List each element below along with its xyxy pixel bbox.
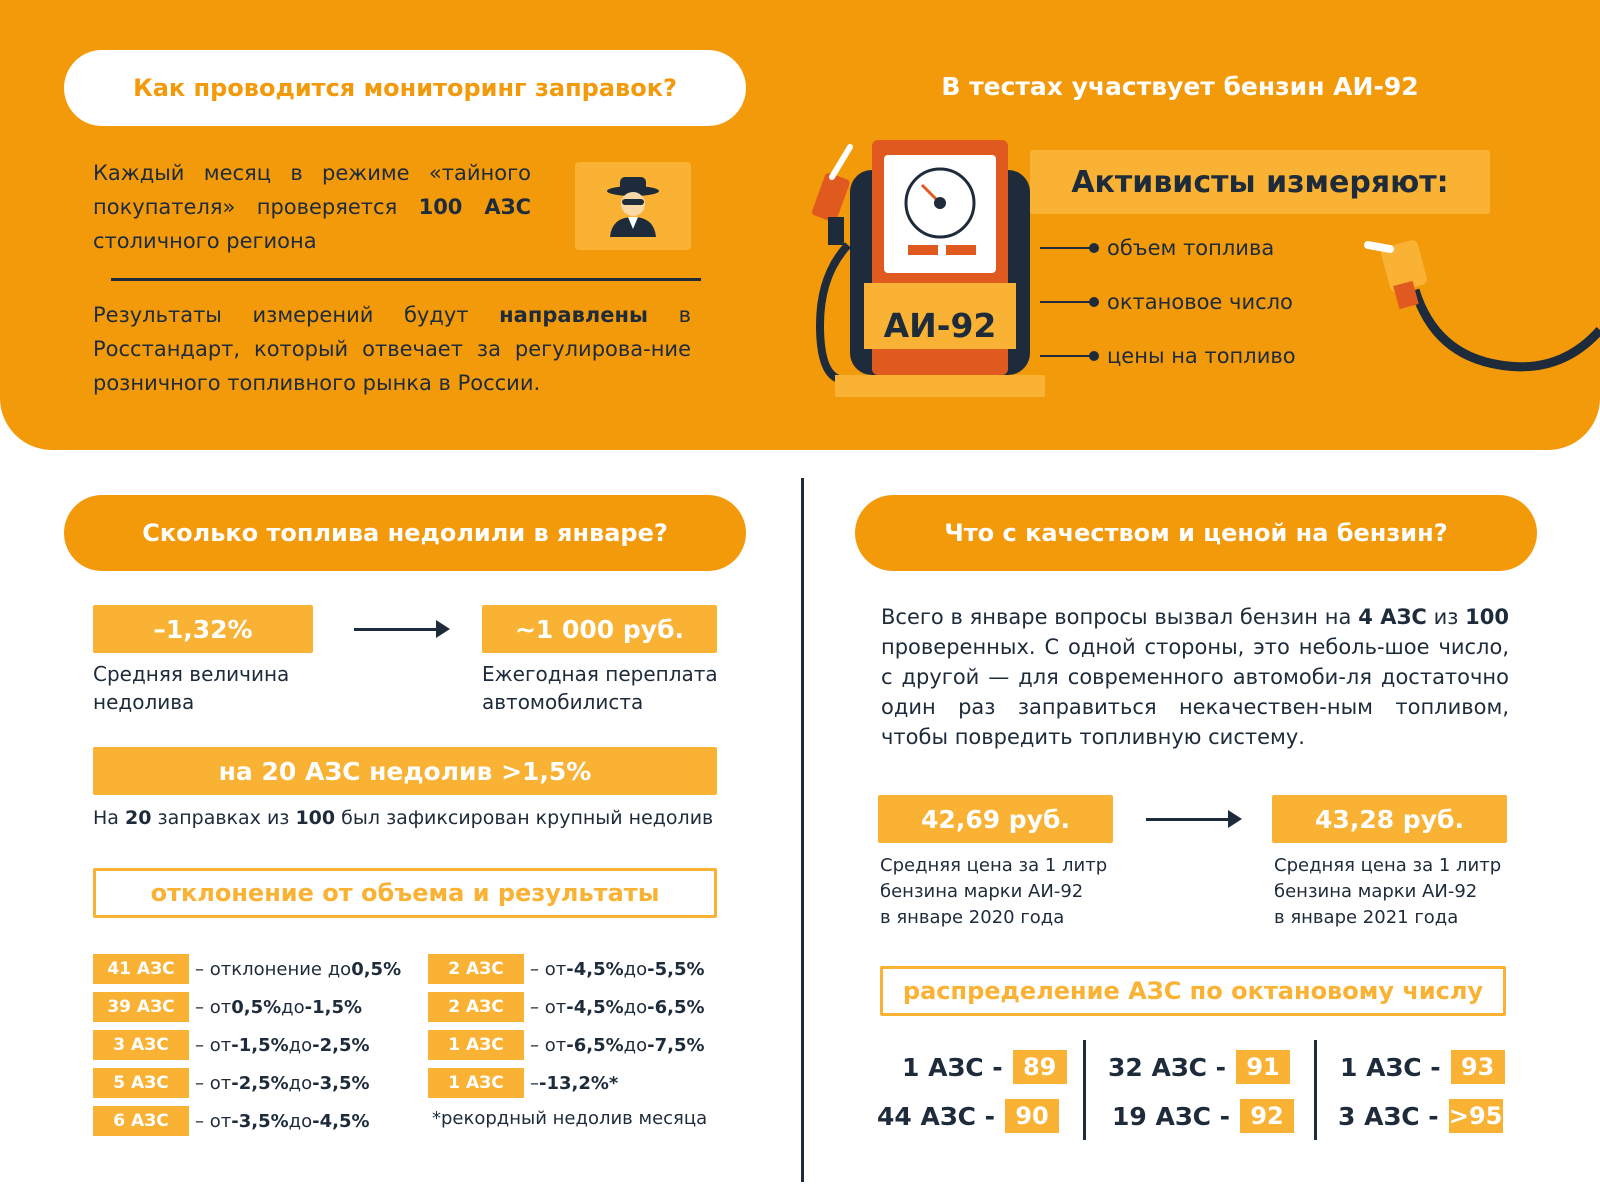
octane-divider — [1314, 1040, 1317, 1140]
divider-line — [111, 278, 701, 281]
fuel-nozzle-icon — [1360, 235, 1600, 405]
deviation-row: 2 АЗС – от -4,5% до -6,5% — [428, 992, 705, 1022]
quality-title: Что с качеством и ценой на бензин? — [855, 495, 1537, 571]
octane-item: 19 АЗС - 92 — [1112, 1099, 1294, 1133]
underfill-title: Сколько топлива недолили в январе? — [64, 495, 746, 571]
test-title: В тестах участвует бензин АИ-92 — [941, 72, 1419, 101]
monitoring-paragraph-1: Каждый месяц в режиме «тайного покупателя» проверяется 100 АЗС столичного региона — [93, 161, 531, 253]
arrow-right-icon — [1146, 818, 1238, 821]
deviation-row: 2 АЗС – от -4,5% до -5,5% — [428, 954, 705, 984]
octane-divider — [1083, 1040, 1086, 1140]
octane-item: 3 АЗС - >95 — [1338, 1099, 1503, 1133]
section-divider — [801, 478, 804, 1182]
price-2020-caption: Средняя цена за 1 литр бензина марки АИ-92 в январе 2020 года — [880, 855, 1108, 928]
price-2021-caption: Средняя цена за 1 литр бензина марки АИ-92 в январе 2021 года — [1274, 855, 1502, 928]
price-2020-value: 42,69 руб. — [878, 795, 1113, 843]
quality-paragraph: Всего в январе вопросы вызвал бензин на 4 АЗС из 100 проверенных. С одной стороны, это неболь-шое число, с другой — для современного автомоби-ля достаточно один раз заправиться некачествен-ным топливом, чтобы повредить топливную систему. — [881, 605, 1509, 749]
octane-item: 32 АЗС - 91 — [1108, 1050, 1290, 1084]
overpay-value: ~1 000 руб. — [482, 605, 717, 653]
spy-icon-box — [575, 162, 691, 250]
big-underfill-caption: На 20 заправках из 100 был зафиксирован крупный недолив — [93, 807, 714, 829]
avg-underfill-value: –1,32% — [93, 605, 313, 653]
spy-icon — [598, 171, 668, 241]
deviation-row: 1 АЗС – от -6,5% до -7,5% — [428, 1030, 705, 1060]
octane-title: распределение АЗС по октановому числу — [880, 966, 1506, 1016]
monitoring-title: Как проводится мониторинг заправок? — [64, 50, 746, 126]
arrow-right-icon — [354, 628, 446, 631]
deviation-row: 5 АЗС – от -2,5% до -3,5% — [93, 1068, 370, 1098]
avg-underfill-caption: Средняя величина недолива — [93, 662, 290, 714]
deviation-row: 6 АЗС – от -3,5% до -4,5% — [93, 1106, 370, 1136]
deviation-row: 41 АЗС – отклонение до 0,5% — [93, 954, 401, 984]
octane-item: 1 АЗС - 93 — [1340, 1050, 1505, 1084]
record-footnote: *рекордный недолив месяца — [432, 1108, 708, 1129]
pump-label: АИ-92 — [883, 306, 997, 345]
deviation-title: отклонение от объема и результаты — [93, 868, 717, 918]
measure-item-octane: октановое число — [1040, 290, 1293, 314]
price-2021-value: 43,28 руб. — [1272, 795, 1507, 843]
fuel-pump-icon — [800, 135, 1060, 415]
deviation-row: 39 АЗС – от 0,5% до -1,5% — [93, 992, 362, 1022]
measure-item-volume: объем топлива — [1040, 236, 1274, 260]
deviation-row: 1 АЗС – -13,2%* — [428, 1068, 618, 1098]
measure-title: Активисты измеряют: — [1030, 150, 1490, 214]
monitoring-paragraph-2: Результаты измерений будут направлены в Росстандарт, который отвечает за регулирова-ние розничного топливного рынка в России. — [93, 303, 691, 395]
octane-item: 1 АЗС - 89 — [902, 1050, 1067, 1084]
octane-item: 44 АЗС - 90 — [877, 1099, 1059, 1133]
measure-item-prices: цены на топливо — [1040, 344, 1296, 368]
overpay-caption: Ежегодная переплата автомобилиста — [482, 662, 718, 714]
deviation-row: 3 АЗС – от -1,5% до -2,5% — [93, 1030, 370, 1060]
big-underfill-banner: на 20 АЗС недолив >1,5% — [93, 747, 717, 795]
